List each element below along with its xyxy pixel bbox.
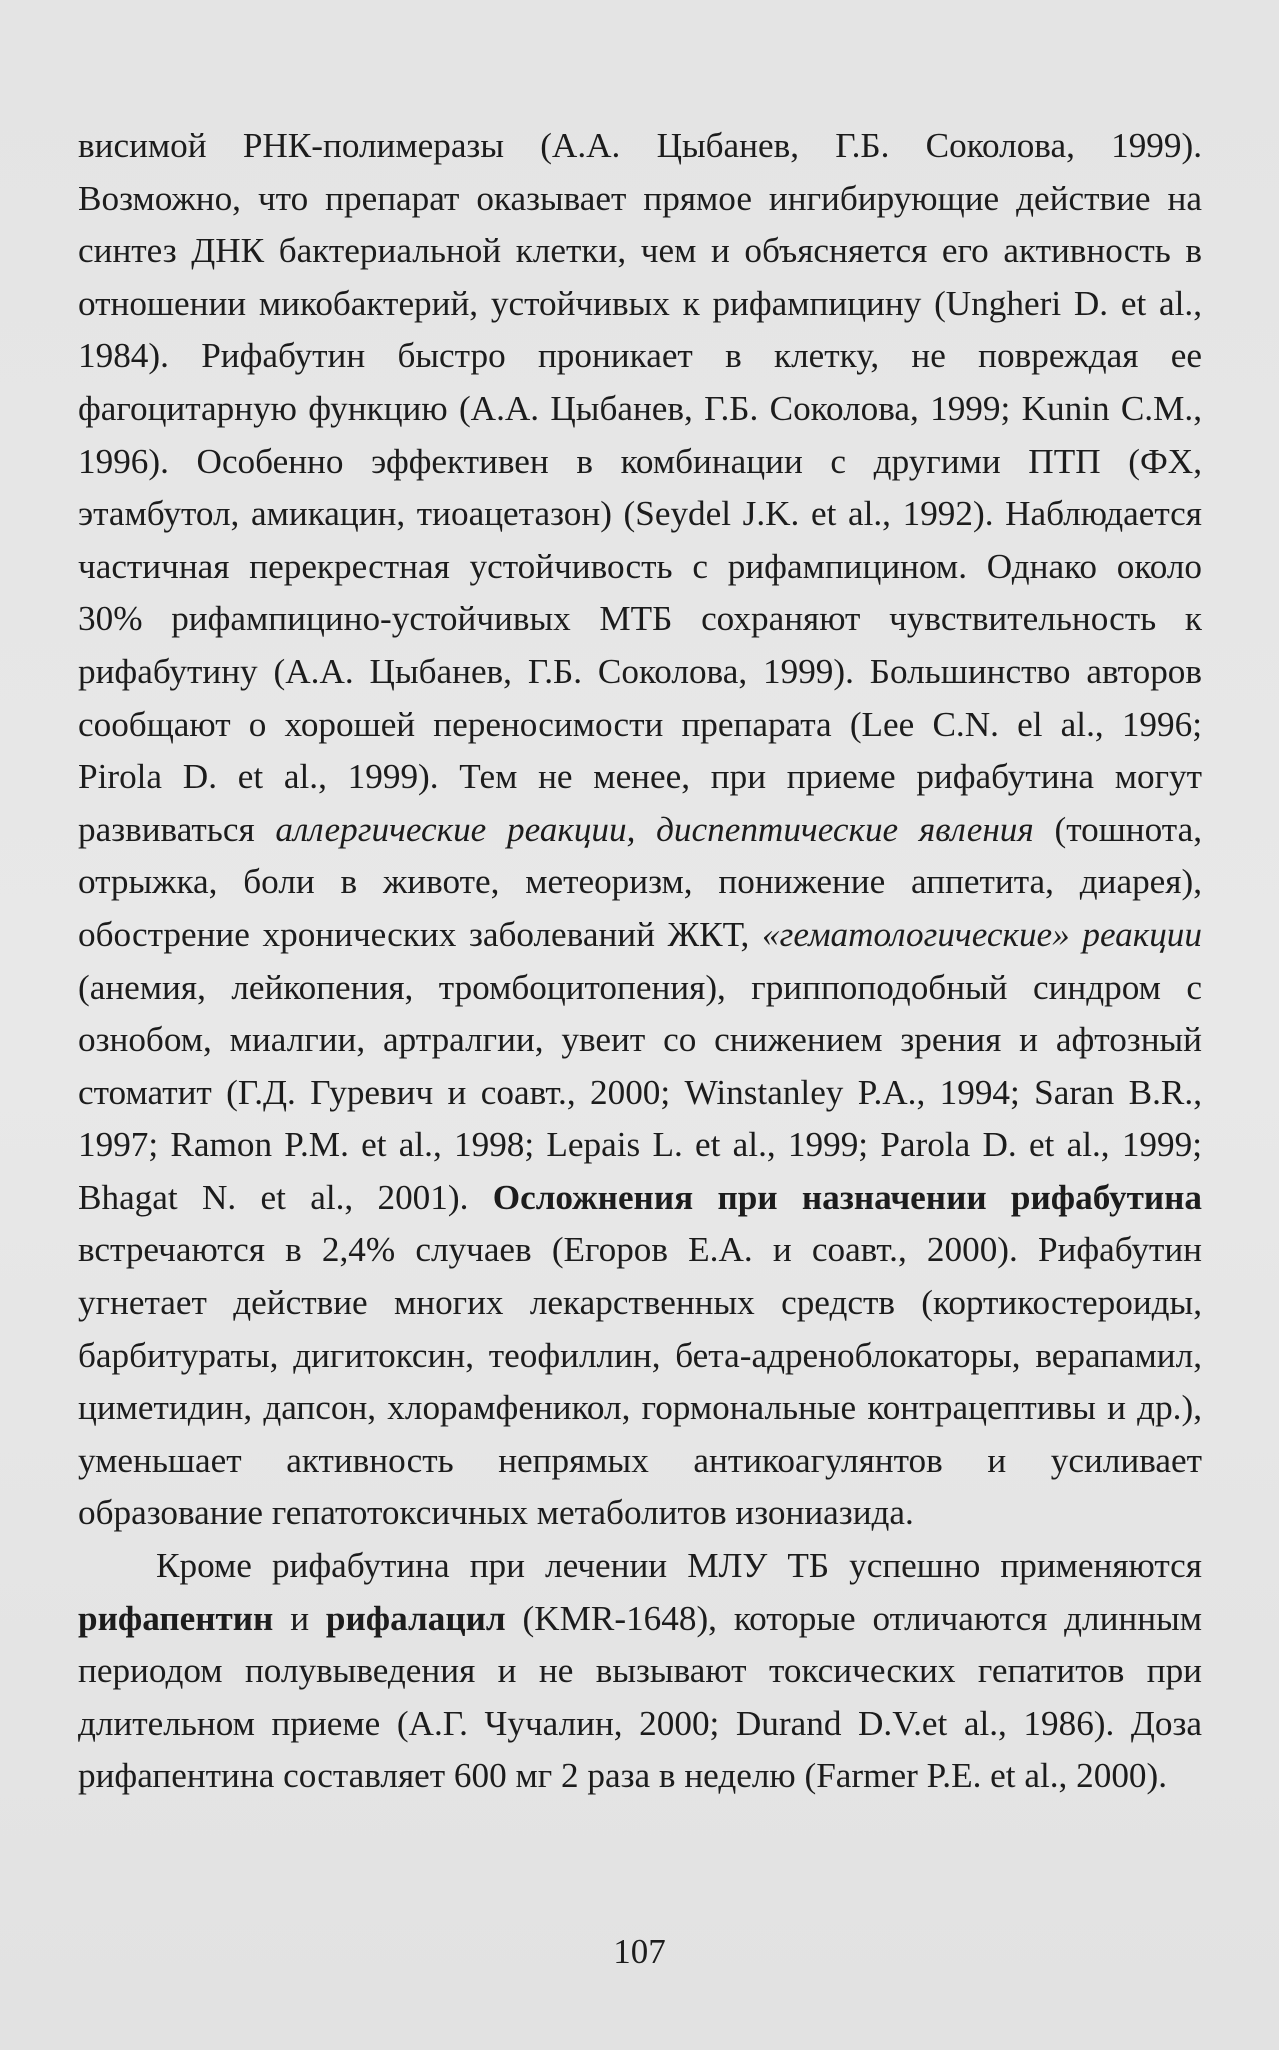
bold-drug-name: рифалацил xyxy=(325,1598,506,1638)
paragraph-rifabutin xyxy=(78,120,1202,1540)
bold-drug-name: рифапентин xyxy=(78,1598,274,1638)
text-run: (анемия, лейкопения, тромбоцитопения), гриппоподобный синдром с ознобом, миалгии, артралгии, увеит со снижением зрения и афтозный стоматит (Г.Д. Гуревич и соавт., 2000; Winstanley P.A., 1994; Saran B.R., 1997; Ramon P.M. et al., 1998; Lepais L. et al., 1999; Parola D. et al., 1999; Bhagat N. et al., 2001). xyxy=(78,967,1202,1217)
text-run: висимой РНК-полимеразы (А.А. Цыбанев, Г.Б. Соколова, 1999). Возможно, что препарат оказывает прямое ингибирующие действие на синтез ДНК бактериальной клетки, чем и объясняется его активность в отношении микобактерий, устойчивых к рифампицину (Ungheri D. et al., 1984). Рифабутин быстро проникает в клетку, не повреждая ее фагоцитарную функцию (А.А. Цыбанев, Г.Б. Соколова, 1999; Kunin С.М., 1996). Особенно эффективен в комбинации с другими ПТП (ФХ, этамбутол, амикацин, тиоацетазон) (Seydel J.K. et al., 1992). Наблюдается частичная перекрестная устойчивость с рифампицином. Однако около 30% рифампицино-устойчивых МТБ сохраняют чувствительность к рифабутину (А.А. Цыбанев, Г.Б. Соколова, 1999). Большинство авторов сообщают о хорошей переносимости препарата (Lee C.N. el al., 1996; Pirola D. et al., 1999). Тем не менее, при приеме рифабутина могут развиваться xyxy=(78,126,1202,849)
text-run: (KMR-1648), которые отличаются длинным периодом полувыведения и не вызывают токсических гепатитов при длительном приеме (А.Г. Чучалин, 2000; Durand D.V.et al., 1986). Доза рифапентина составляет 600 мг 2 раза в неделю (Farmer P.E. et al., 2000). xyxy=(78,1598,1202,1796)
text-run: Кроме рифабутина при лечении МЛУ ТБ успешно применяются xyxy=(156,1546,1202,1586)
paragraph-rifapentine xyxy=(78,1540,1202,1803)
page-body xyxy=(78,120,1202,1803)
page-number: 107 xyxy=(613,1932,666,1971)
text-run: встречаются в 2,4% случаев (Егоров Е.А. и соавт., 2000). Рифабутин угнетает действие многих лекарственных средств (кортикостероиды, барбитураты, дигитоксин, теофиллин, бета-адреноблокаторы, верапамил, циметидин, дапсон, хлорамфеникол, гормональные контрацептивы и др.), уменьшает активность непрямых антикоагулянтов и усиливает образование гепатотоксичных метаболитов изониазида. xyxy=(78,1230,1202,1533)
text-run: и xyxy=(273,1598,326,1638)
italic-term: аллергические реакции, диспептические явления xyxy=(275,809,1034,849)
bold-heading-term: Осложнения при назначении рифабутина xyxy=(492,1177,1202,1217)
text-run: (тошнота, отрыжка, боли в животе, метеоризм, понижение аппетита, диарея), обострение хронических заболеваний ЖКТ, xyxy=(78,809,1202,954)
italic-term: «гематологические» реакции xyxy=(762,914,1202,954)
